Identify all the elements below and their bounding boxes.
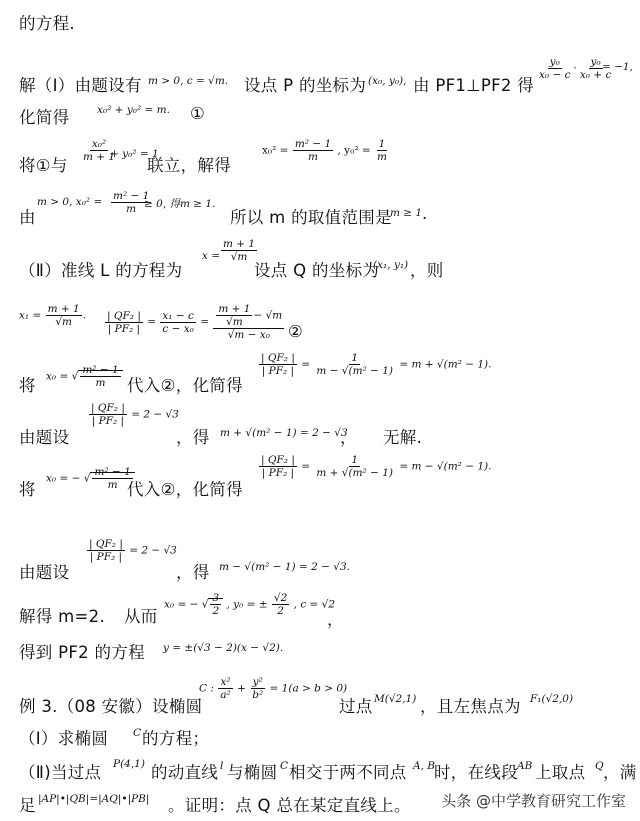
watermark-handle: @中学教育研究工作室	[475, 792, 626, 810]
text-left-focus: ，且左焦点为	[420, 697, 521, 716]
math-ellipse-frac: $\frac{\text{x₀²}}{m + 1}$	[83, 138, 116, 164]
marker-2: ②	[288, 322, 304, 341]
text-passes: 过点	[339, 697, 373, 716]
math-ab-points: A, B	[413, 760, 435, 772]
math-c: C	[133, 727, 142, 739]
math-ratio-plus: $\frac{\text{| QF₂ |}}{\text{| PF₂ |}}$ = $\frac{1}{\text{m − √(m² − 1)}}$ = m + √(m² − 1).	[261, 352, 492, 378]
math-point-m: M(√2,1)	[374, 693, 417, 705]
math-slope-product: $\frac{\text{y₀}}{\text{x₀ − c}}$ · $\frac{\text{y₀}}{\text{x₀ + c}}$	[539, 56, 612, 82]
math-ratio-eq: $\frac{\text{| QF₂ |}}{\text{| PF₂ |}}$ = $\frac{\text{x₁ − c}}{\text{c − x₀}}$ = $\frac{m + 1}{√m}$ − √m √m − x₀	[107, 303, 283, 342]
text-thus: 从而	[124, 607, 158, 626]
math-eq-minus: m − √(m² − 1) = 2 − √3.	[219, 561, 350, 573]
text-segment: 时，在线段	[434, 763, 518, 782]
text-substitute-simplify-2: 代入②，化简得	[127, 480, 243, 499]
math-solution-xy: x₀² = $\frac{\text{m² − 1}}{m}$ , y₀² = $\frac{1}{m}$	[262, 138, 387, 164]
text-simplify: 化简得	[19, 108, 70, 127]
text-comma: ，	[340, 428, 357, 447]
math-condition: |AP|•|QB|=|AQ|•|PB|	[38, 793, 150, 805]
question-1: （Ⅰ）求椭圆	[19, 729, 109, 748]
text-moving-line: 的动直线	[151, 763, 219, 782]
text-with-ellipse: 与椭圆	[227, 763, 278, 782]
text-combine: 将①与	[19, 156, 68, 175]
math-directrix-frac: $\frac{m + 1}{√m}$	[223, 238, 256, 264]
text-no-solution: 无解.	[383, 428, 423, 447]
text-substitute-1: 将	[19, 376, 36, 395]
math-ellipse-def: C : $\frac{\text{x²}}{\text{a²}}$ + $\frac{\text{y²}}{\text{b²}}$ = 1(a > b > 0)	[199, 676, 348, 702]
math-x0y0: (x₀, y₀),	[368, 75, 407, 87]
math-minus-one: = −1,	[602, 61, 633, 73]
text-get-2: ，得	[176, 563, 210, 582]
solution-part1-label: 解（Ⅰ）由题设有	[19, 76, 142, 95]
math-ge-zero: ≥ 0, 得m ≥ 1.	[144, 198, 216, 210]
text-period: .	[422, 204, 428, 223]
text-substitute-2: 将	[19, 480, 36, 499]
text-from: 由	[19, 208, 36, 227]
math-point-p: P(4,1)	[113, 758, 145, 770]
text-satisfy-end: 足	[19, 796, 36, 815]
text-m-equals-2: 解得 m=2.	[19, 607, 105, 626]
math-directrix-x: x =	[202, 250, 221, 262]
math-x1y1: (x₁, y₁)	[373, 259, 409, 271]
text-point-p: 设点 P 的坐标为	[244, 76, 367, 95]
math-x1-eq: x₁ = $\frac{m + 1}{√m}$ .	[19, 303, 87, 329]
text-then: ，则	[410, 261, 444, 280]
text-solve: 联立，解得	[147, 156, 231, 175]
text-given-2: 由题设	[19, 563, 70, 582]
text-perp: 由 PF1⊥PF2 得	[413, 76, 535, 95]
math-x0-pos: x₀ = √ $\frac{\text{m² − 1}}{m}$	[46, 364, 123, 389]
math-ellipse-rest: + y₀² = 1	[110, 148, 159, 160]
math-circle-eq: x₀² + y₀² = m.	[97, 104, 170, 116]
math-m2-frac: $\frac{\text{m² − 1}}{m}$	[113, 190, 150, 216]
text-satisfy-start: ，满	[603, 763, 637, 782]
math-focus-f1: F₁(√2,0)	[530, 693, 574, 705]
solution-part2-label: （Ⅱ）准线 L 的方程为	[19, 261, 183, 280]
question-2: （Ⅱ)当过点	[19, 763, 102, 782]
text-intersect: 相交于两不同点	[289, 763, 407, 782]
math-c-2: C	[280, 760, 289, 772]
math-m-ge-1: m ≥ 1	[390, 207, 423, 219]
example-3-heading: 例 3.（08 安徽）设椭圆	[19, 697, 203, 716]
text-prove: 。证明：点 Q 总在某定直线上。	[168, 796, 411, 815]
text-take-point: 上取点	[535, 763, 586, 782]
math-ab: AB	[517, 760, 533, 772]
line-1-text: 的方程.	[19, 14, 75, 33]
math-l: l	[220, 760, 224, 772]
math-m-c: m > 0, c = √m.	[148, 75, 229, 87]
marker-1: ①	[190, 104, 206, 123]
math-q: Q	[595, 760, 604, 772]
text-range: 所以 m 的取值范围是	[230, 208, 392, 227]
watermark-prefix: 头条	[441, 792, 472, 810]
text-comma-2: ，	[327, 610, 344, 629]
text-point-q: 设点 Q 的坐标为	[254, 261, 380, 280]
math-given-ratio-1: $\frac{\text{| QF₂ |}}{\text{| PF₂ |}}$ = 2 − √3	[91, 402, 179, 428]
text-given-1: 由题设	[19, 428, 70, 447]
text-pf2-equation: 得到 PF2 的方程	[19, 643, 145, 662]
text-get-1: ，得	[176, 428, 210, 447]
watermark	[441, 790, 626, 811]
math-m-positive: m > 0, x₀² =	[37, 196, 103, 208]
math-eq-plus: m + √(m² − 1) = 2 − √3	[220, 427, 348, 439]
math-x0-neg: x₀ = − √ $\frac{\text{m² − 1}}{m}$	[46, 466, 135, 491]
math-ratio-minus: $\frac{\text{| QF₂ |}}{\text{| PF₂ |}}$ = $\frac{1}{\text{m + √(m² − 1)}}$ = m − √(m² − 1).	[261, 454, 492, 480]
math-given-ratio-2: $\frac{\text{| QF₂ |}}{\text{| PF₂ |}}$ = 2 − √3	[89, 538, 177, 564]
text-equation-of: 的方程；	[142, 729, 210, 748]
math-pf2-line: y = ±(√3 − 2)(x − √2).	[163, 642, 284, 654]
math-final-values: x₀ = − √ $\frac{3}{2}$ , y₀ = ± $\frac{√2}{2}$ , c = √2	[164, 592, 336, 618]
text-substitute-simplify-1: 代入②，化简得	[127, 376, 243, 395]
